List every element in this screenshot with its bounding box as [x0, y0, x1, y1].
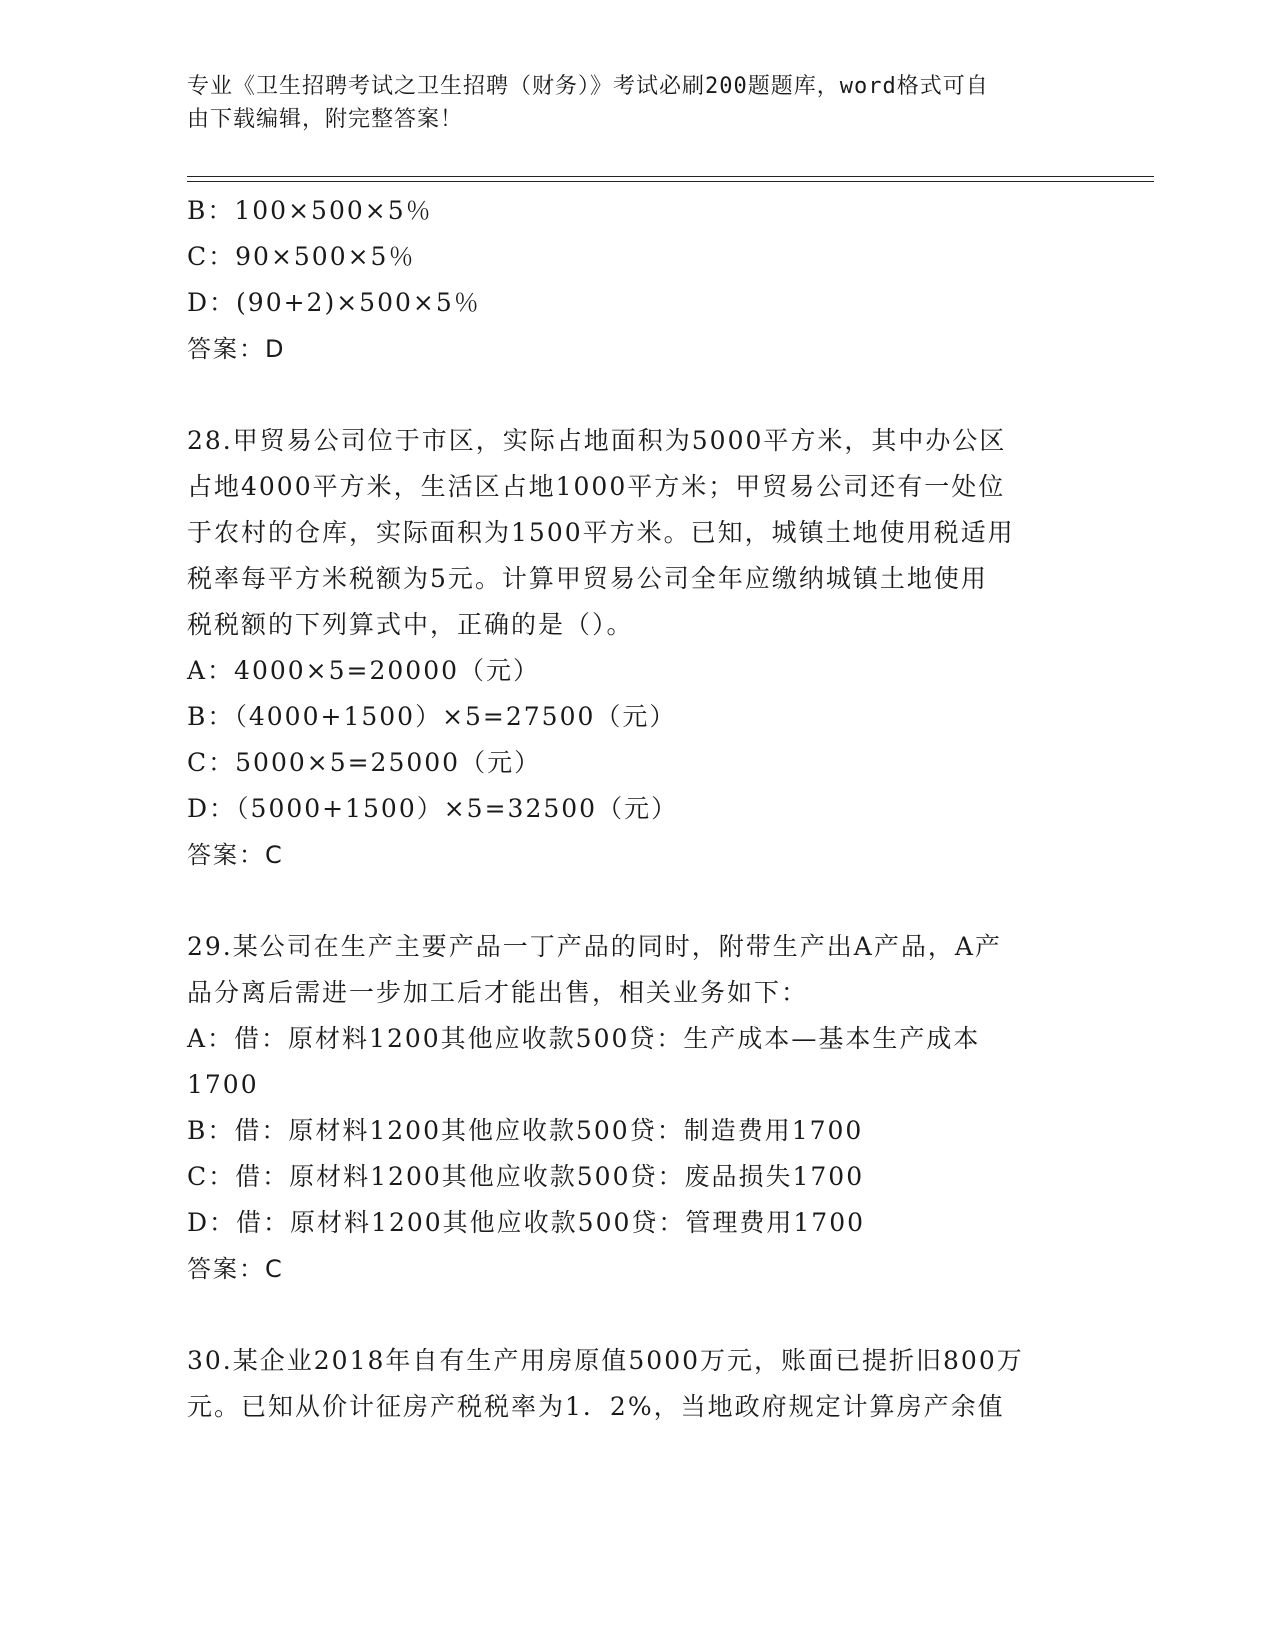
- question-29: [187, 924, 1087, 1292]
- q28-option-a: A：4000×5=20000（元）: [187, 656, 541, 685]
- q27-option-c: C：90×500×5％: [187, 242, 416, 271]
- header-line-2: 由下载编辑，附完整答案！: [187, 107, 464, 132]
- header-line-1: 专业《卫生招聘考试之卫生招聘（财务）》考试必刷200题题库，word格式可自: [187, 74, 989, 99]
- q28-stem-line: 税税额的下列算式中，正确的是（）。: [187, 610, 634, 639]
- document-header: [187, 70, 1087, 136]
- question-27: [187, 188, 1087, 372]
- q28-stem-line: 28.甲贸易公司位于市区，实际占地面积为5000平方米，其中办公区: [187, 426, 1007, 455]
- q28-option-d: D：（5000+1500）×5=32500（元）: [187, 794, 679, 823]
- question-30: [187, 1338, 1087, 1430]
- q28-option-c: C：5000×5=25000（元）: [187, 748, 542, 777]
- header-divider-top: [187, 176, 1154, 177]
- document-body: [187, 188, 1087, 1430]
- q29-option-c: C：借：原材料1200其他应收款500贷：废品损失1700: [187, 1162, 865, 1191]
- q30-stem-line: 30.某企业2018年自有生产用房原值5000万元，账面已提折旧800万: [187, 1346, 1024, 1375]
- q28-answer: 答案：C: [187, 841, 284, 869]
- q27-answer: 答案：D: [187, 335, 286, 363]
- q28-stem-line: 占地4000平方米，生活区占地1000平方米；甲贸易公司还有一处位: [187, 472, 1006, 501]
- q29-answer: 答案：C: [187, 1255, 284, 1283]
- header-divider-bottom: [187, 181, 1154, 182]
- q27-option-b: B：100×500×5％: [187, 196, 433, 225]
- q28-option-b: B：（4000+1500）×5=27500（元）: [187, 702, 677, 731]
- q29-stem-line: 品分离后需进一步加工后才能出售，相关业务如下：: [187, 978, 809, 1007]
- q29-option-a-continued: 1700: [187, 1070, 259, 1099]
- q29-stem-line: 29.某公司在生产主要产品一丁产品的同时，附带生产出A产品，A产: [187, 932, 1002, 961]
- q28-stem-line: 税率每平方米税额为5元。计算甲贸易公司全年应缴纳城镇土地使用: [187, 564, 988, 593]
- q28-stem-line: 于农村的仓库，实际面积为1500平方米。已知，城镇土地使用税适用: [187, 518, 1015, 547]
- question-28: [187, 418, 1087, 878]
- q30-stem-line: 元。已知从价计征房产税税率为1．2%，当地政府规定计算房产余值: [187, 1392, 1005, 1421]
- q27-option-d: D：(90+2)×500×5％: [187, 288, 481, 317]
- q29-option-b: B：借：原材料1200其他应收款500贷：制造费用1700: [187, 1116, 864, 1145]
- q29-option-a: A：借：原材料1200其他应收款500贷：生产成本—基本生产成本: [187, 1024, 981, 1053]
- q29-option-d: D：借：原材料1200其他应收款500贷：管理费用1700: [187, 1208, 866, 1237]
